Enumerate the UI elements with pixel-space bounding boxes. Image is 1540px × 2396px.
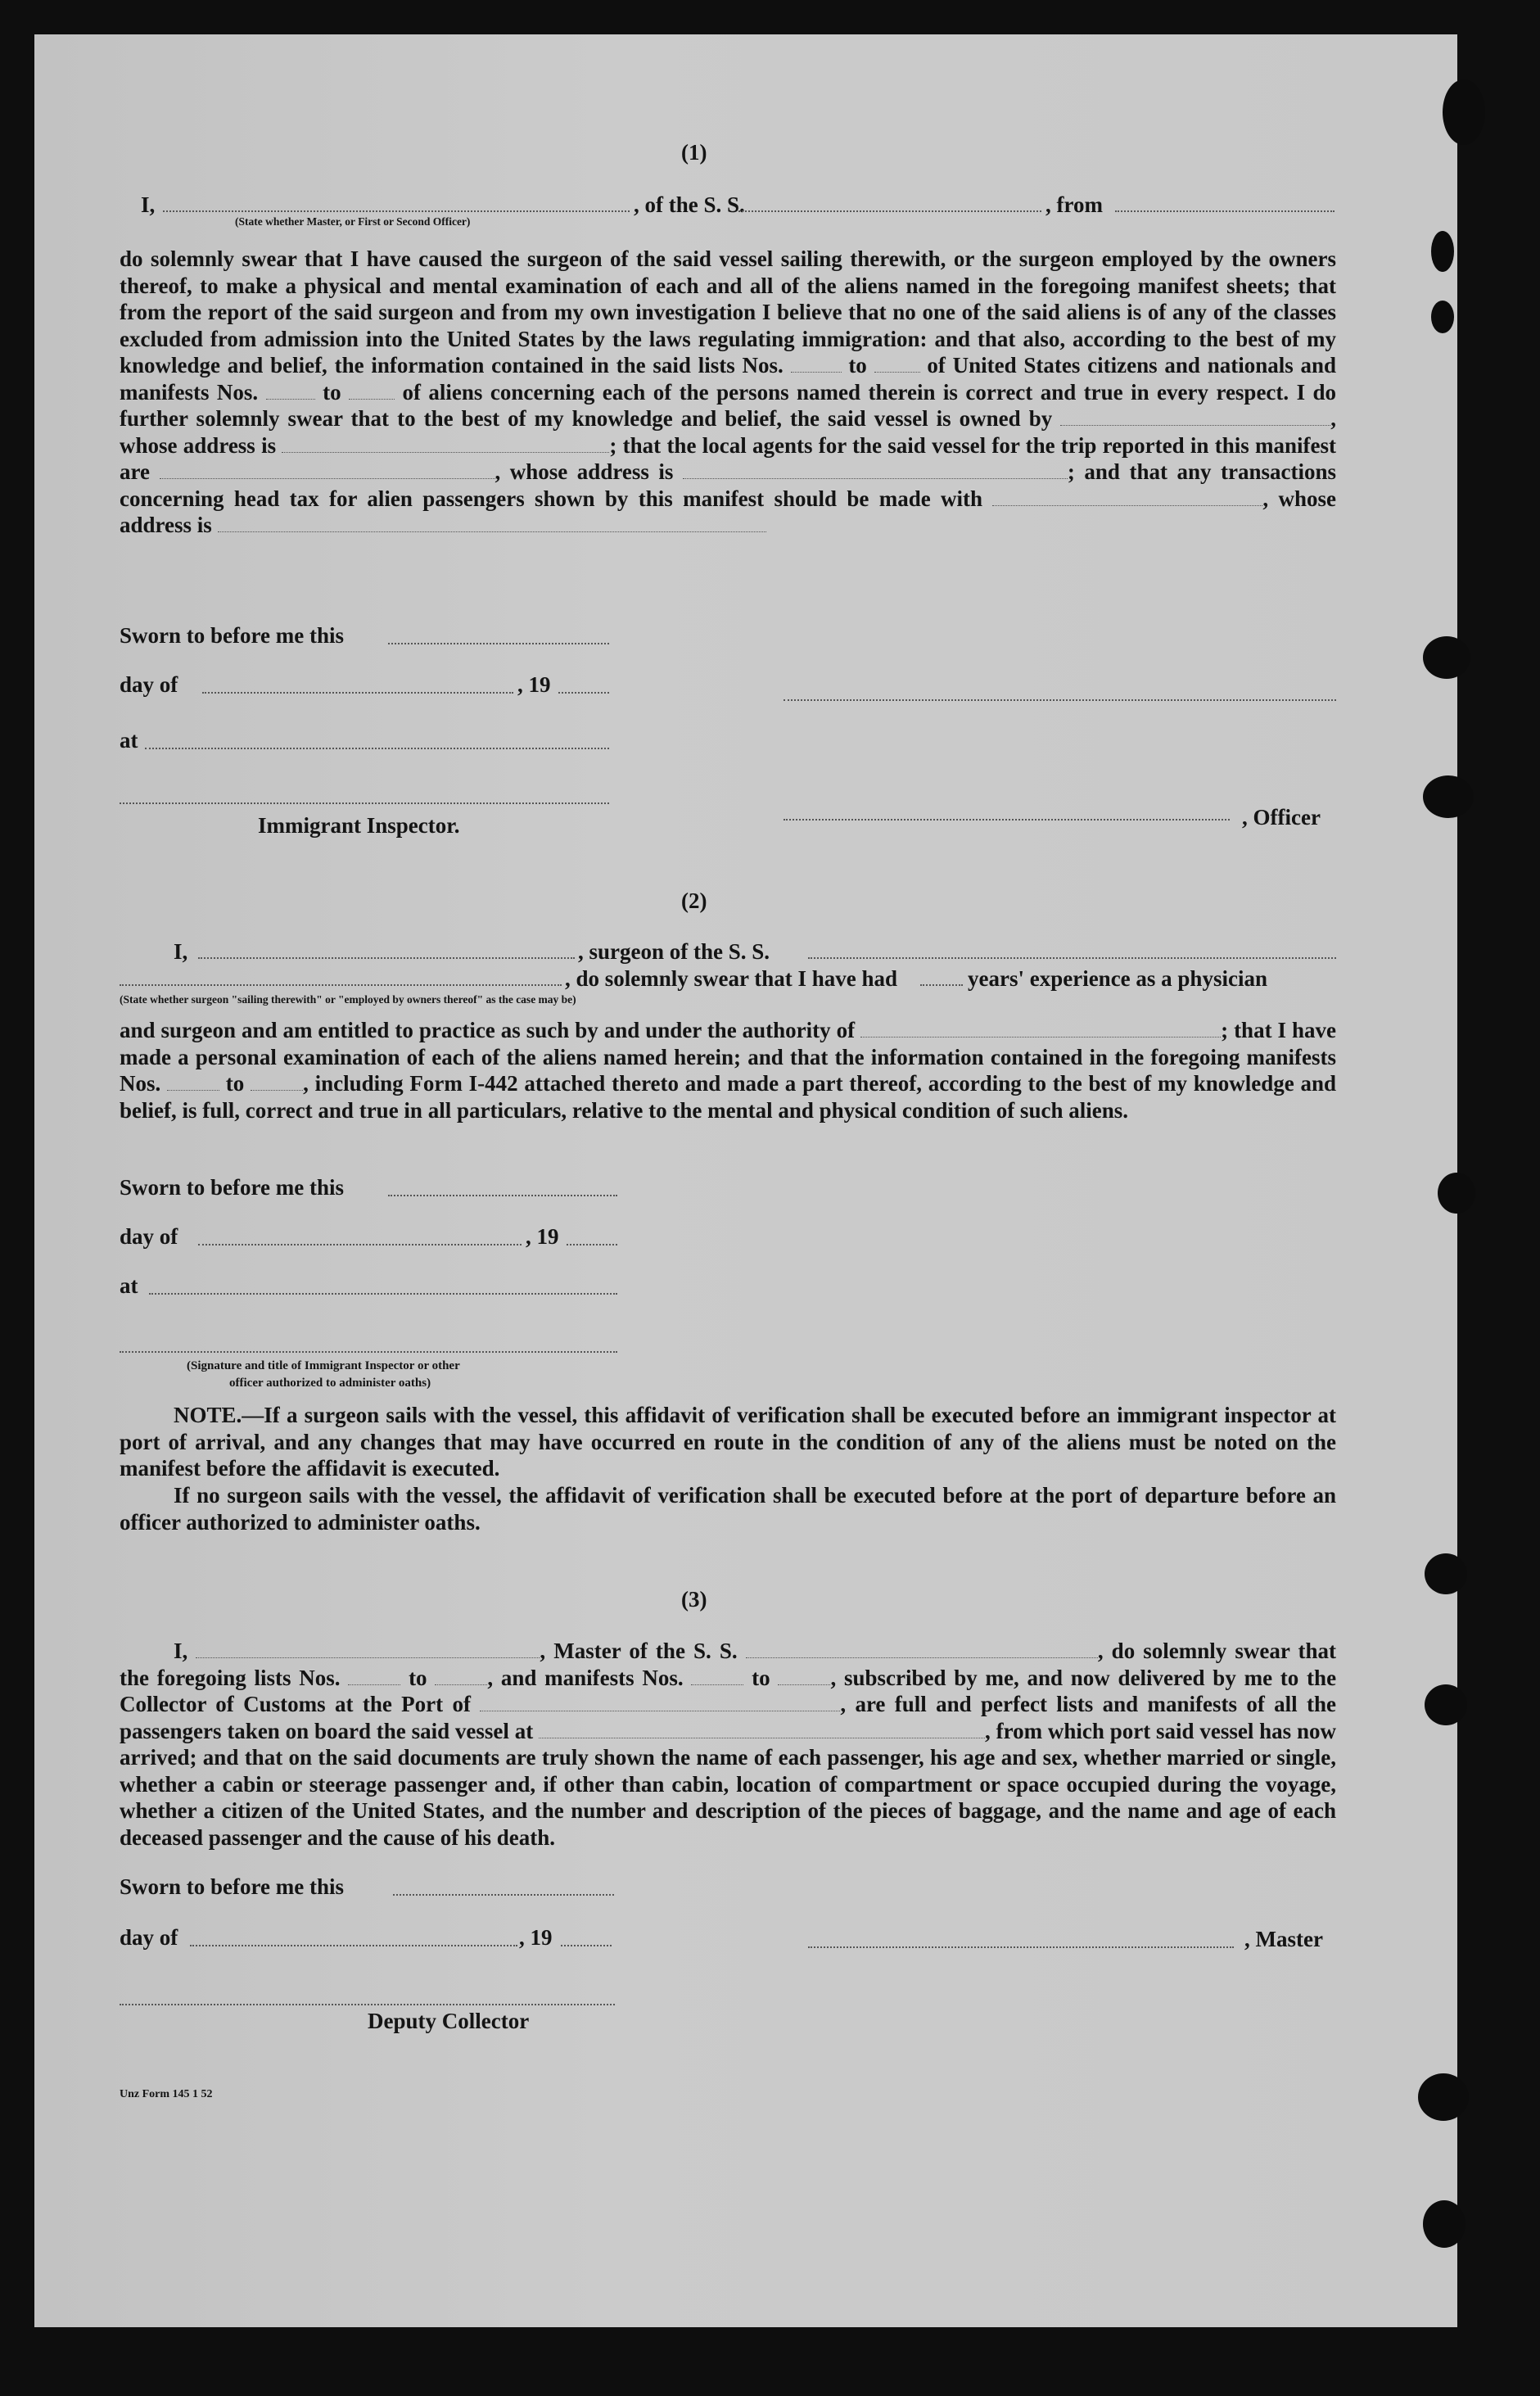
punch-hole bbox=[1438, 1173, 1475, 1214]
s3-lists-to-field[interactable] bbox=[435, 1668, 487, 1685]
s1-year-field[interactable] bbox=[558, 692, 609, 694]
s2-body-b: that I have made a personal examination of each of the aliens named herein; and that the information contained in the foregoing manifests Nos. bbox=[120, 1018, 1337, 1096]
s1-of-ss-label: , of the S. S. bbox=[634, 192, 745, 217]
section-2-oath-text bbox=[120, 1017, 1336, 1123]
s2-signature-note-2: officer authorized to administer oaths) bbox=[229, 1377, 431, 1390]
s1-citizens: of United States citizens and nationals and manifests Nos. bbox=[120, 353, 1337, 405]
officer-rank-note: (State whether Master, or First or Second Officer) bbox=[235, 215, 471, 228]
s1-from-label: , from bbox=[1045, 192, 1103, 217]
s2-semicolon: ; bbox=[1221, 1018, 1229, 1042]
s3-to2: to bbox=[752, 1665, 770, 1690]
master-name-field[interactable] bbox=[196, 1641, 540, 1658]
s3-manifests-from-field[interactable] bbox=[691, 1668, 743, 1685]
form-sheet bbox=[34, 34, 1457, 2327]
punch-hole bbox=[1431, 301, 1454, 333]
s1-comma: , bbox=[1262, 486, 1269, 511]
s1-local-agents: ; that the local agents for the said vessel for the trip reported in this manifest are bbox=[120, 432, 1336, 484]
note-paragraph-2: If no surgeon sails with the vessel, the affidavit of verification shall be executed before at the port of departure before an officer authorized to administer oaths. bbox=[120, 1483, 1336, 1535]
punch-hole bbox=[1431, 231, 1454, 272]
punch-hole bbox=[1423, 2200, 1465, 2248]
s1-transactions: ; and that any transactions concerning head tax for alien passengers shown by this manifest should be made with bbox=[120, 459, 1337, 511]
punch-hole bbox=[1425, 1553, 1467, 1594]
manifests-from-field[interactable] bbox=[266, 382, 315, 400]
punch-hole bbox=[1418, 2073, 1469, 2121]
deputy-collector-label: Deputy Collector bbox=[368, 2009, 530, 2033]
s3-foregoing: that the foregoing lists Nos. bbox=[120, 1639, 1337, 1690]
agents-address-field[interactable] bbox=[683, 462, 1068, 479]
officer-signature-field[interactable] bbox=[784, 699, 1336, 701]
s3-month-field[interactable] bbox=[190, 1945, 517, 1946]
s2-year-field[interactable] bbox=[567, 1244, 617, 1245]
master-signature-field[interactable] bbox=[808, 1946, 1234, 1948]
s2-surgeon-of-label: , surgeon of the S. S. bbox=[578, 939, 770, 964]
s3-year-label: , 19 bbox=[519, 1925, 553, 1950]
s1-whose-address: , whose address is bbox=[120, 406, 1336, 458]
s2-inspector-signature-field[interactable] bbox=[120, 1351, 617, 1353]
section-1-number: (1) bbox=[681, 140, 707, 165]
s1-year-label: , 19 bbox=[517, 672, 551, 697]
s2-do-swear-label: , do solemnly swear that I have had bbox=[565, 966, 898, 991]
deputy-signature-field[interactable] bbox=[120, 2004, 615, 2005]
local-agents-field[interactable] bbox=[160, 462, 495, 479]
section-1-oath-text bbox=[120, 246, 1336, 539]
s3-lists-from-field[interactable] bbox=[348, 1668, 400, 1685]
s3-to1: to bbox=[409, 1665, 427, 1690]
s3-vessel-field[interactable] bbox=[746, 1641, 1098, 1658]
s3-year-field[interactable] bbox=[561, 1945, 612, 1946]
s1-day-of-label: day of bbox=[120, 672, 178, 697]
s3-body-b: which port said vessel has now arrived; and that on the said documents are truly shown the name of each passenger, his age and sex, whether married or single, whether a cabin or steerage passenger and, if other than cabin, location of compartment or space occupied during the voyage, whether a citizen of the United States, and the number and description of the pieces of baggage, and the name and age of each deceased passenger and the cause of his death. bbox=[120, 1718, 1336, 1850]
form-number: Unz Form 145 1 52 bbox=[120, 2088, 213, 2100]
s2-day-of-label: day of bbox=[120, 1224, 178, 1249]
section-3-oath-text bbox=[120, 1638, 1336, 1851]
s1-officer-label: , Officer bbox=[1242, 805, 1321, 830]
s3-day-of-label: day of bbox=[120, 1925, 178, 1950]
s2-body-c: , including Form I-442 attached thereto and made a part thereof, according to the best of my knowledge and belief, is full, correct and true in all particulars, relative to the mental and physical condition of such aliens. bbox=[120, 1071, 1337, 1123]
s3-i-label: I, bbox=[174, 1639, 188, 1663]
owner-address-field[interactable] bbox=[282, 436, 609, 453]
surgeon-name-field[interactable] bbox=[198, 957, 575, 959]
s3-master-of: , Master of the S. S. bbox=[540, 1639, 738, 1663]
s2-sworn-day-field[interactable] bbox=[388, 1195, 617, 1196]
s2-month-field[interactable] bbox=[198, 1244, 522, 1245]
s3-manifests: , and manifests Nos. bbox=[487, 1665, 684, 1690]
officer-name-field[interactable] bbox=[163, 210, 630, 212]
s3-full-perfect: , are full and perfect lists and manifests of all the passengers taken on board the said vessel at bbox=[120, 1692, 1337, 1743]
head-tax-contact-field[interactable] bbox=[992, 489, 1262, 506]
years-experience-field[interactable] bbox=[920, 984, 963, 986]
s2-manifest-to-field[interactable] bbox=[251, 1074, 303, 1091]
officer-title-field[interactable] bbox=[784, 819, 1230, 821]
note-paragraph-1: NOTE.—If a surgeon sails with the vessel, this affidavit of verification shall be executed before an immigrant inspector at port of arrival, and any changes that may have occurred en route in the condition of any of the aliens must be noted on the manifest before the affidavit is executed. bbox=[120, 1403, 1336, 1481]
s3-manifests-to-field[interactable] bbox=[778, 1668, 830, 1685]
s2-vessel-field[interactable] bbox=[808, 957, 1336, 959]
s1-place-field[interactable] bbox=[145, 748, 609, 749]
s1-i-label: I, bbox=[141, 192, 156, 217]
s2-at-label: at bbox=[120, 1273, 138, 1298]
inspector-signature-field[interactable] bbox=[120, 802, 609, 804]
customs-port-field[interactable] bbox=[480, 1694, 840, 1711]
section-2-number: (2) bbox=[681, 888, 707, 913]
s2-to: to bbox=[225, 1071, 245, 1096]
s2-manifest-from-field[interactable] bbox=[167, 1074, 219, 1091]
practice-authority-field[interactable] bbox=[860, 1020, 1221, 1038]
lists-to-field[interactable] bbox=[874, 355, 920, 373]
punch-hole bbox=[1425, 1684, 1467, 1725]
s2-i-label: I, bbox=[174, 939, 188, 964]
s2-body-a: and surgeon and am entitled to practice as such by and under the authority of bbox=[120, 1018, 856, 1042]
punch-hole bbox=[1423, 775, 1474, 818]
s3-sworn-day-field[interactable] bbox=[393, 1894, 614, 1896]
s3-do-swear: , do solemnly swear bbox=[1097, 1639, 1290, 1663]
manifests-to-field[interactable] bbox=[349, 382, 395, 400]
s3-from: , from bbox=[985, 1718, 1043, 1743]
s1-body-a: do solemnly swear that I have caused the surgeon of the said vessel sailing therewith, or the surgeon employed by the owners thereof, to make a physical and mental examination of each and all of the aliens named in the foregoing manifest sheets; that from the report of the said surgeon and from my own investigation I believe that no one of the said aliens is of any of the classes excluded from admission into the United States by the laws regulating immigration: and that also, according to the best of my knowledge and belief, the information contained in the said lists Nos. bbox=[120, 246, 1336, 377]
surgeon-employment-field[interactable] bbox=[120, 984, 562, 986]
s3-subscribed: , subscribed by me, and now delivered by me to the Collector of Customs at the Port of bbox=[120, 1665, 1337, 1716]
s2-sworn-label: Sworn to before me this bbox=[120, 1175, 344, 1200]
surgeon-employment-note: (State whether surgeon "sailing therewith" or "employed by owners thereof" as the case may be) bbox=[120, 993, 576, 1006]
s1-month-field[interactable] bbox=[202, 692, 513, 694]
s1-at-label: at bbox=[120, 728, 138, 753]
embarkation-port-field[interactable] bbox=[539, 1721, 985, 1738]
immigrant-inspector-label: Immigrant Inspector. bbox=[258, 813, 460, 838]
s3-master-label: , Master bbox=[1244, 1927, 1323, 1951]
owner-field[interactable] bbox=[1060, 409, 1330, 426]
lists-from-field[interactable] bbox=[791, 355, 842, 373]
s3-sworn-label: Sworn to before me this bbox=[120, 1874, 344, 1899]
punch-hole bbox=[1423, 636, 1470, 679]
s2-signature-note-1: (Signature and title of Immigrant Inspector or other bbox=[187, 1359, 460, 1372]
head-tax-address-field[interactable] bbox=[218, 515, 766, 532]
s1-whose-address-2: , whose address is bbox=[495, 459, 674, 484]
s1-sworn-day-field[interactable] bbox=[388, 643, 609, 644]
vessel-name-field[interactable] bbox=[738, 210, 1041, 212]
s1-of-aliens: of aliens concerning each of the persons named therein is correct and true in every respect. I do further solemnly swear that to the best of my knowledge and belief, the said vessel is owned by bbox=[120, 379, 1337, 431]
punch-hole bbox=[1443, 79, 1485, 145]
s1-whose-address-3: whose address is bbox=[120, 486, 1336, 537]
s1-sworn-label: Sworn to before me this bbox=[120, 623, 344, 648]
from-port-field[interactable] bbox=[1115, 210, 1335, 212]
section-3-number: (3) bbox=[681, 1587, 707, 1612]
s1-to1: to bbox=[848, 353, 867, 377]
s2-years-label: years' experience as a physician bbox=[968, 966, 1267, 991]
s1-to2: to bbox=[323, 379, 341, 405]
s2-year-label: , 19 bbox=[526, 1224, 559, 1249]
s2-place-field[interactable] bbox=[149, 1293, 617, 1295]
